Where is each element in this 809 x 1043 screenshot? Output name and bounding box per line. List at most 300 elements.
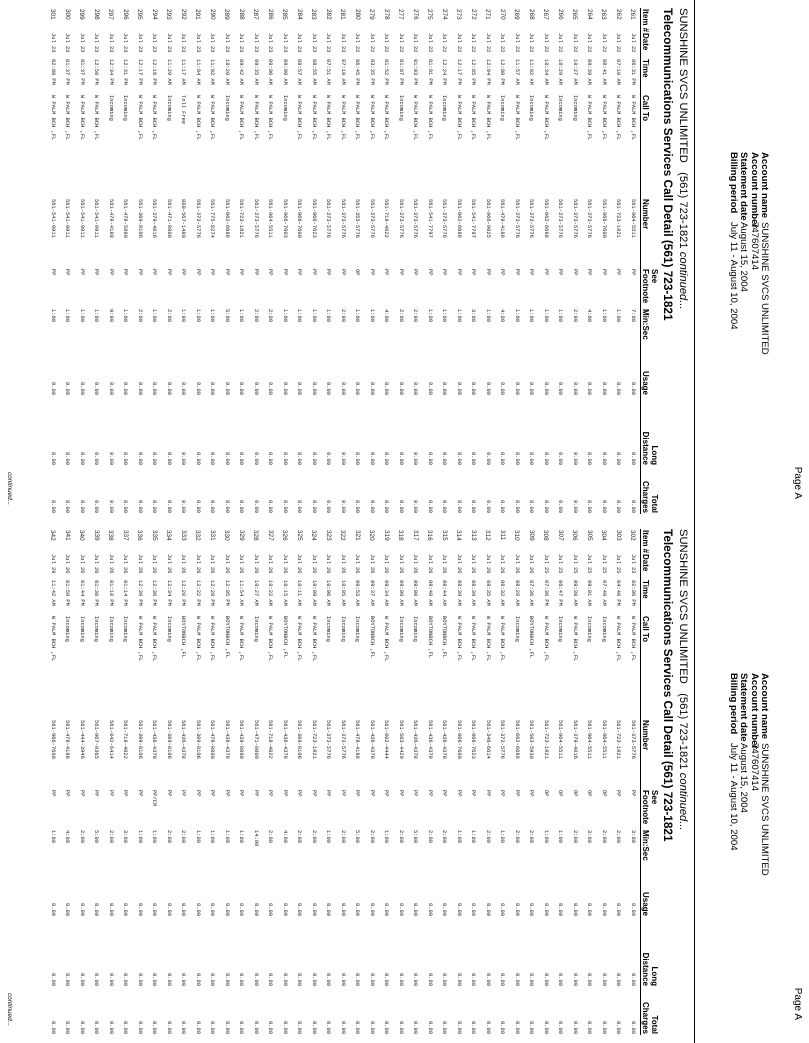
table-row xyxy=(626,529,641,1035)
cell-date: Jul 26 xyxy=(426,554,433,574)
cell-date: Jul 25 xyxy=(542,554,549,574)
cell-item: 305 xyxy=(585,530,593,541)
cell-usage: 0.00 xyxy=(441,382,448,395)
cell-number: 561-373-5776 xyxy=(499,720,506,759)
cell-number: 561-379-4816 xyxy=(571,720,578,759)
cell-total-charges: 0.00 xyxy=(557,500,564,513)
cell-footnote: PP xyxy=(78,269,85,276)
cell-number: 561-373-5776 xyxy=(325,199,332,238)
table-row xyxy=(292,529,307,1035)
cell-call-to: Incoming xyxy=(64,616,71,642)
cell-total-charges: 0.00 xyxy=(107,1021,114,1034)
table-row xyxy=(307,529,322,1035)
cell-call-to: Incoming xyxy=(600,616,607,642)
cell-call-to: W PALM BCH ,FL xyxy=(93,95,100,141)
table-row xyxy=(452,529,467,1035)
cell-item: 341 xyxy=(63,530,71,541)
cell-number: 561-478-8000 xyxy=(209,720,216,759)
cell-footnote: PP xyxy=(325,790,332,797)
cell-usage: 0.00 xyxy=(368,903,375,916)
cell-minsec: 1:00 xyxy=(528,309,535,322)
cell-date: Jul 23 xyxy=(180,33,187,53)
cell-time: 10:05 AM xyxy=(339,580,346,606)
cell-call-to: W PALM BCH ,FL xyxy=(310,95,317,141)
cell-item: 314 xyxy=(455,530,463,541)
cell-time: 01:37 PM xyxy=(64,59,71,85)
cell-minsec: 2:00 xyxy=(339,830,346,843)
cell-minsec: 1:00 xyxy=(513,309,520,322)
cell-minsec: 1:00 xyxy=(383,830,390,843)
cell-footnote: PP xyxy=(339,269,346,276)
cell-total-charges: 0.00 xyxy=(441,1021,448,1034)
cell-date: Jul 25 xyxy=(615,554,622,574)
cell-footnote: PP xyxy=(383,269,390,276)
cell-number: 561-373-5776 xyxy=(194,199,201,238)
cell-total-charges: 0.00 xyxy=(49,1021,56,1034)
cell-item: 333 xyxy=(179,530,187,541)
cell-number: 561-309-8106 xyxy=(296,720,303,759)
cell-date: Jul 26 xyxy=(513,554,520,574)
cell-usage: 0.00 xyxy=(267,903,274,916)
cell-usage: 0.00 xyxy=(165,903,172,916)
cell-minsec: 2:00 xyxy=(368,830,375,843)
cell-call-to: W PALM BCH ,FL xyxy=(368,95,375,141)
cell-number: 561-964-5511 xyxy=(600,720,607,759)
billing-period: July 11 - August 10, 2004 xyxy=(727,222,739,330)
cell-usage: 0.00 xyxy=(412,903,419,916)
cell-footnote: PP xyxy=(368,269,375,276)
cell-long-distance: 0.00 xyxy=(368,973,375,986)
cell-long-distance: 0.00 xyxy=(151,973,158,986)
cell-time: 11:54 AM xyxy=(238,580,245,606)
cell-usage: 0.00 xyxy=(49,382,56,395)
cell-date: Jul 26 xyxy=(151,554,158,574)
col-see: See xyxy=(650,790,659,805)
cell-minsec: 1:00 xyxy=(557,309,564,322)
table-row xyxy=(611,8,626,514)
table-row xyxy=(220,8,235,514)
cell-time: 09:00 AM xyxy=(412,580,419,606)
table-row xyxy=(408,529,423,1035)
billing-period-label: Billing period xyxy=(727,152,739,214)
cell-item: 311 xyxy=(498,530,506,541)
cell-footnote: PP xyxy=(93,269,100,276)
cell-total-charges: 0.00 xyxy=(180,500,187,513)
cell-date: Jul 23 xyxy=(93,33,100,53)
cell-total-charges: 0.00 xyxy=(615,500,622,513)
cell-long-distance: 0.00 xyxy=(499,973,506,986)
cell-minsec: 1:00 xyxy=(209,309,216,322)
customer-phone: (561) 723-1821 xyxy=(677,172,689,249)
cell-usage: 0.00 xyxy=(281,903,288,916)
col-usage: Usage xyxy=(641,869,651,917)
cell-item: 335 xyxy=(150,530,158,541)
cell-minsec: 3:00 xyxy=(586,830,593,843)
cell-usage: 0.00 xyxy=(296,382,303,395)
cell-total-charges: 0.00 xyxy=(267,1021,274,1034)
cell-long-distance: 0.00 xyxy=(600,973,607,986)
cell-long-distance: 0.00 xyxy=(151,452,158,465)
cell-minsec: 1:00 xyxy=(194,309,201,322)
cell-time: 09:35 AM xyxy=(252,59,259,85)
cell-long-distance: 0.00 xyxy=(455,973,462,986)
call-detail-table xyxy=(46,529,660,1035)
cell-footnote: PP xyxy=(513,790,520,797)
cell-date: Jul 23 xyxy=(194,33,201,53)
cell-item: 316 xyxy=(426,530,434,541)
cell-date: Jul 26 xyxy=(325,554,332,574)
cell-minsec: 1:00 xyxy=(426,309,433,322)
cell-usage: 0.00 xyxy=(281,382,288,395)
cell-date: Jul 26 xyxy=(281,554,288,574)
cell-item: 330 xyxy=(223,530,231,541)
cell-time: 10:27 AM xyxy=(252,580,259,606)
statement-date-label: Statement date xyxy=(738,673,750,742)
cell-minsec: 4:00 xyxy=(64,830,71,843)
cell-usage: 0.00 xyxy=(78,382,85,395)
cell-long-distance: 0.00 xyxy=(267,452,274,465)
cell-item: 321 xyxy=(353,530,361,541)
cell-time: 01:52 PM xyxy=(383,59,390,85)
col-number: Number xyxy=(641,198,651,268)
table-row xyxy=(46,529,61,1035)
cell-number: 561-373-5776 xyxy=(339,199,346,238)
cell-time: 02:06 PM xyxy=(629,580,636,606)
col-see: See xyxy=(650,269,659,284)
cell-call-to: Incoming xyxy=(122,95,129,121)
section-title: Telecommunications Services Call Detail (561) 723-1821 xyxy=(661,8,675,321)
cell-number: 561-662-6688 xyxy=(223,199,230,238)
cell-call-to: Incoming xyxy=(339,616,346,642)
cell-usage: 0.00 xyxy=(310,903,317,916)
cell-total-charges: 0.00 xyxy=(383,500,390,513)
cell-minsec: 1:00 xyxy=(281,309,288,322)
cell-total-charges: 0.00 xyxy=(165,1021,172,1034)
cell-number: 561-373-5776 xyxy=(325,720,332,759)
cell-time: 01:07 PM xyxy=(397,59,404,85)
cell-time: 06:47 PM xyxy=(557,580,564,606)
cell-long-distance: 0.00 xyxy=(49,452,56,465)
cell-date: Jul 23 xyxy=(165,33,172,53)
cell-time: 07:10 AM xyxy=(615,59,622,85)
cell-call-to: BOYTONBCH ,FL xyxy=(528,616,535,659)
cell-item: 288 xyxy=(237,9,245,20)
cell-item: 287 xyxy=(252,9,260,20)
table-row xyxy=(162,529,177,1035)
cell-long-distance: 0.00 xyxy=(49,973,56,986)
cell-item: 338 xyxy=(107,530,115,541)
cell-number: 561-373-5776 xyxy=(441,199,448,238)
cell-long-distance: 0.00 xyxy=(528,973,535,986)
cell-usage: 0.00 xyxy=(412,382,419,395)
cell-total-charges: 0.00 xyxy=(455,500,462,513)
cell-total-charges: 0.00 xyxy=(455,1021,462,1034)
cell-minsec: 1:00 xyxy=(600,309,607,322)
cell-item: 292 xyxy=(179,9,187,20)
customer-name: SUNSHINE SVCS UNLIMITED xyxy=(677,529,689,684)
cell-footnote: PP xyxy=(180,269,187,276)
cell-item: 296 xyxy=(121,9,129,20)
cell-footnote: PP xyxy=(107,790,114,797)
cell-footnote: PP xyxy=(586,269,593,276)
statement-half-right xyxy=(0,521,809,1042)
cell-date: Jul 22 xyxy=(441,33,448,53)
cell-minsec: 1:00 xyxy=(499,830,506,843)
cell-long-distance: 0.00 xyxy=(209,973,216,986)
cell-long-distance: 0.00 xyxy=(368,452,375,465)
cell-date: Jul 23 xyxy=(252,33,259,53)
cell-usage: 0.00 xyxy=(368,382,375,395)
cell-number: 561-373-5776 xyxy=(571,199,578,238)
cell-usage: 0.00 xyxy=(296,903,303,916)
cell-time: 10:22 AM xyxy=(267,580,274,606)
cell-total-charges: 0.00 xyxy=(354,500,361,513)
cell-number: 561-309-8106 xyxy=(136,720,143,759)
cell-time: 08:32 AM xyxy=(499,580,506,606)
cell-total-charges: 0.00 xyxy=(571,500,578,513)
cell-number: 561-346-6614 xyxy=(484,720,491,759)
cell-total-charges: 0.00 xyxy=(528,500,535,513)
cell-minsec: 2:00 xyxy=(571,309,578,322)
table-row xyxy=(60,529,75,1035)
table-row xyxy=(89,529,104,1035)
cell-long-distance: 0.00 xyxy=(64,973,71,986)
table-row xyxy=(452,8,467,514)
table-row xyxy=(582,8,597,514)
cell-call-to: Incoming xyxy=(223,95,230,121)
cell-number: 561-966-9025 xyxy=(484,199,491,238)
cell-call-to: W PALM BCH ,FL xyxy=(383,616,390,662)
cell-minsec: 1:00 xyxy=(64,309,71,322)
cell-number: 561-373-5776 xyxy=(513,199,520,238)
cell-time: 09:09 AM xyxy=(397,580,404,606)
cell-call-to: W PALM BCH ,FL xyxy=(49,616,56,662)
cell-footnote: PP xyxy=(122,790,129,797)
cell-minsec: 1:00 xyxy=(542,830,549,843)
cell-footnote: PP xyxy=(209,790,216,797)
cell-long-distance: 0.00 xyxy=(383,452,390,465)
cell-long-distance: 0.00 xyxy=(426,973,433,986)
cell-call-to: Incoming xyxy=(441,95,448,121)
cell-usage: 0.00 xyxy=(354,382,361,395)
cell-usage: 0.00 xyxy=(528,903,535,916)
table-row xyxy=(481,8,496,514)
table-row xyxy=(379,529,394,1035)
cell-call-to: W PALM BCH ,FL xyxy=(296,616,303,662)
cell-footnote: PP xyxy=(339,790,346,797)
cell-minsec: 1:00 xyxy=(542,309,549,322)
cell-long-distance: 0.00 xyxy=(354,973,361,986)
cell-number: 561-436-4378 xyxy=(368,720,375,759)
customer-phone: (561) 723-1821 xyxy=(677,693,689,770)
cell-total-charges: 0.00 xyxy=(629,1021,636,1034)
cell-call-to: W PALM BCH ,FL xyxy=(499,616,506,662)
cell-minsec: 1:00 xyxy=(180,309,187,322)
page-label: Page A xyxy=(792,987,803,1020)
cell-date: Jul 22 xyxy=(513,33,520,53)
cell-call-to: W PALM BCH ,FL xyxy=(310,616,317,662)
cell-usage: 0.00 xyxy=(325,382,332,395)
cell-long-distance: 0.00 xyxy=(209,452,216,465)
cell-number: 561-964-5511 xyxy=(586,720,593,759)
cell-time: 06:31 PM xyxy=(629,59,636,85)
cell-call-to: W PALM BCH ,FL xyxy=(470,95,477,141)
cell-time: 12:00 PM xyxy=(499,59,506,85)
cell-time: 07:36 AM xyxy=(528,580,535,606)
cell-date: Jul 26 xyxy=(397,554,404,574)
cell-call-to: W PALM BCH ,FL xyxy=(238,616,245,662)
cell-date: Jul 26 xyxy=(412,554,419,574)
cell-date: Jul 22 xyxy=(383,33,390,53)
cell-number: 561-966-7603 xyxy=(281,199,288,238)
cell-footnote: PP xyxy=(542,269,549,276)
cell-usage: 0.00 xyxy=(151,903,158,916)
cell-item: 325 xyxy=(295,530,303,541)
cell-minsec: 1:00 xyxy=(151,309,158,322)
cell-long-distance: 0.00 xyxy=(296,452,303,465)
cell-item: 339 xyxy=(92,530,100,541)
cell-long-distance: 0.00 xyxy=(542,452,549,465)
cell-date: Jul 22 xyxy=(615,33,622,53)
cell-date: Jul 23 xyxy=(339,33,346,53)
cell-time: 11:04 AM xyxy=(194,59,201,85)
cell-minsec: 1:00 xyxy=(209,830,216,843)
cell-date: Jul 23 xyxy=(296,33,303,53)
cell-item: 266 xyxy=(556,9,564,20)
cell-usage: 0.00 xyxy=(441,903,448,916)
cell-usage: 0.00 xyxy=(586,382,593,395)
cell-date: Jul 23 xyxy=(223,33,230,53)
cell-usage: 0.00 xyxy=(513,903,520,916)
cell-time: 08:44 AM xyxy=(441,580,448,606)
cell-footnote: PP xyxy=(441,790,448,797)
cell-time: 08:28 AM xyxy=(513,580,520,606)
footer-continued: continued... xyxy=(6,471,13,505)
cell-minsec: 2:00 xyxy=(107,830,114,843)
table-row xyxy=(118,529,133,1035)
cell-item: 278 xyxy=(382,9,390,20)
cell-date: Jul 26 xyxy=(238,554,245,574)
cell-call-to: Incoming xyxy=(571,95,578,121)
cell-minsec: 2:00 xyxy=(267,830,274,843)
cell-minsec: 1:00 xyxy=(354,309,361,322)
cell-minsec: 2:00 xyxy=(412,309,419,322)
table-row xyxy=(553,8,568,514)
cell-usage: 0.00 xyxy=(354,903,361,916)
cell-long-distance: 0.00 xyxy=(586,452,593,465)
cell-call-to: Incoming xyxy=(397,95,404,121)
cell-footnote: PP xyxy=(615,790,622,797)
cell-footnote: PP xyxy=(571,269,578,276)
cell-call-to: W PALM BCH ,FL xyxy=(542,95,549,141)
cell-number: 561-478-4188 xyxy=(107,199,114,238)
cell-footnote: PP xyxy=(238,790,245,797)
cell-minsec: 1:00 xyxy=(455,830,462,843)
cell-call-to: Incoming xyxy=(78,616,85,642)
cell-date: Jul 26 xyxy=(122,554,129,574)
cell-number: 561-436-4378 xyxy=(441,720,448,759)
cell-call-to: Incoming xyxy=(165,616,172,642)
cell-call-to: W PALM BCH ,FL xyxy=(339,95,346,141)
col-footnote: Footnote xyxy=(641,789,651,829)
cell-footnote: OP xyxy=(557,790,564,797)
cell-long-distance: 0.00 xyxy=(470,452,477,465)
cell-footnote: PP xyxy=(151,269,158,276)
table-row xyxy=(234,8,249,514)
cell-minsec: 4:00 xyxy=(281,830,288,843)
cell-minsec: 4:00 xyxy=(499,309,506,322)
cell-footnote: PP xyxy=(354,790,361,797)
cell-call-to: W PALM BCH ,FL xyxy=(600,95,607,141)
cell-number: 561-718-4022 xyxy=(383,199,390,238)
cell-total-charges: 0.00 xyxy=(151,500,158,513)
cell-date: Jul 23 xyxy=(78,33,85,53)
cell-total-charges: 0.00 xyxy=(586,1021,593,1034)
cell-number: 561-964-5511 xyxy=(267,199,274,238)
cell-long-distance: 0.00 xyxy=(629,452,636,465)
cell-date: Jul 26 xyxy=(296,554,303,574)
cell-call-to: Incoming xyxy=(325,616,332,642)
cell-footnote: PP xyxy=(296,790,303,797)
cell-usage: 0.00 xyxy=(513,382,520,395)
cell-date: Jul 23 xyxy=(325,33,332,53)
cell-footnote: PP xyxy=(64,790,71,797)
cell-usage: 0.00 xyxy=(600,382,607,395)
col-number: Number xyxy=(641,719,651,789)
cell-minsec: 3:00 xyxy=(122,830,129,843)
cell-minsec: 1:00 xyxy=(136,830,143,843)
cell-time: 01:18 PM xyxy=(107,580,114,606)
cell-item: 318 xyxy=(397,530,405,541)
cell-long-distance: 0.00 xyxy=(122,452,129,465)
cell-item: 302 xyxy=(629,530,637,541)
customer-name: SUNSHINE SVCS UNLIMITED xyxy=(677,8,689,163)
cell-number: 561-373-5776 xyxy=(412,199,419,238)
cell-date: Jul 22 xyxy=(484,33,491,53)
table-row xyxy=(597,8,612,514)
customer-line xyxy=(677,8,689,310)
cell-minsec: 1:00 xyxy=(296,309,303,322)
account-number: 747607414 xyxy=(748,222,760,271)
cell-item: 297 xyxy=(107,9,115,20)
cell-total-charges: 0.00 xyxy=(136,500,143,513)
cell-number: 561-436-4378 xyxy=(180,720,187,759)
cell-footnote: PP xyxy=(383,790,390,797)
col-total: Total xyxy=(650,494,659,513)
table-row xyxy=(379,8,394,514)
cell-item: 291 xyxy=(194,9,202,20)
cell-long-distance: 0.00 xyxy=(513,452,520,465)
cell-call-to: W PALM BCH ,FL xyxy=(64,95,71,141)
cell-call-to: Incoming xyxy=(354,616,361,642)
cell-total-charges: 0.00 xyxy=(223,500,230,513)
cell-date: Jul 26 xyxy=(267,554,274,574)
cell-time: 12:50 PM xyxy=(93,59,100,85)
table-row xyxy=(524,529,539,1035)
cell-date: Jul 26 xyxy=(310,554,317,574)
cell-long-distance: 0.00 xyxy=(252,973,259,986)
cell-minsec: 1:00 xyxy=(151,830,158,843)
cell-item: 312 xyxy=(484,530,492,541)
cell-time: 08:41 AM xyxy=(600,59,607,85)
cell-footnote: PP xyxy=(165,790,172,797)
cell-usage: 0.00 xyxy=(339,903,346,916)
col-distance: Distance xyxy=(641,396,651,466)
cell-minsec: 2:00 xyxy=(600,830,607,843)
cell-total-charges: 0.00 xyxy=(629,500,636,513)
cell-total-charges: 0.00 xyxy=(339,1021,346,1034)
cell-call-to: Incoming xyxy=(281,95,288,121)
